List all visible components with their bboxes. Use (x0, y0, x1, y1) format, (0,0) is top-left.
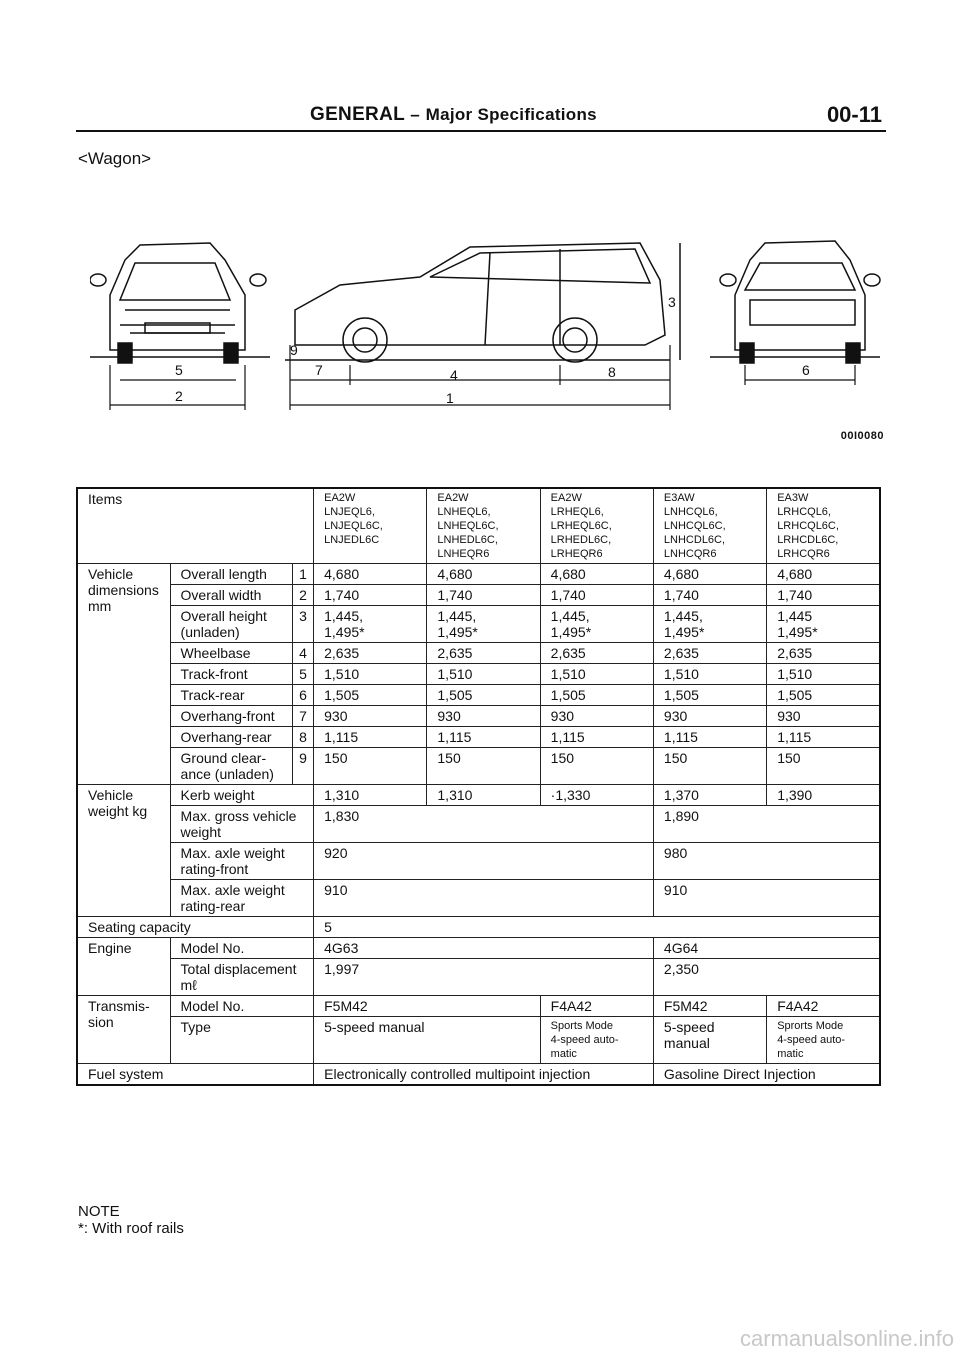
section-subtitle: Major Specifications (425, 105, 597, 124)
model-col-2: EA2W LNHEQL6, LNHEQL6C, LNHEDL6C, LNHEQR6 (427, 488, 540, 564)
table-row (77, 917, 880, 938)
table-row (77, 996, 880, 1017)
dimension-group-label: Vehicle dimensions mm (77, 564, 170, 785)
dim-row-value: 4,680 (540, 564, 653, 585)
table-row (77, 1064, 880, 1086)
watermark: carmanualsonline.info (739, 1326, 954, 1351)
note-text: *: With roof rails (78, 1220, 184, 1237)
dim-row-value: 1,740 (653, 585, 766, 606)
axle-front-value-a: 920 (314, 843, 654, 880)
table-row (77, 664, 880, 685)
dim-row-value: 1,505 (540, 685, 653, 706)
dim-row-value: 1,510 (427, 664, 540, 685)
dim-row-value: 1,445 1,495* (767, 606, 880, 643)
axle-front-label: Max. axle weight rating-front (170, 843, 314, 880)
axle-rear-label: Max. axle weight rating-rear (170, 880, 314, 917)
trans-type-2: Sports Mode 4-speed auto- matic (540, 1017, 653, 1064)
table-row (77, 1017, 880, 1064)
gross-value-a: 1,830 (314, 806, 654, 843)
dim-row-value: 2,635 (767, 643, 880, 664)
kerb-value-2: 1,310 (427, 785, 540, 806)
axle-front-value-b: 980 (653, 843, 880, 880)
dim-row-value: 150 (314, 748, 427, 785)
dim-row-label: Wheelbase (170, 643, 292, 664)
engine-model-b: 4G64 (653, 938, 880, 959)
dim-label-1: 1 (446, 390, 454, 406)
table-row (77, 938, 880, 959)
trans-type-1: 5-speed manual (314, 1017, 541, 1064)
dim-row-value: 2,635 (314, 643, 427, 664)
dimension-rows (77, 564, 880, 785)
dim-row-value: 1,115 (767, 727, 880, 748)
trans-model-3: F5M42 (653, 996, 766, 1017)
front-view-drawing (90, 243, 270, 363)
dim-row-value: 4,680 (767, 564, 880, 585)
dim-row-value: 1,445, 1,495* (653, 606, 766, 643)
table-row (77, 959, 880, 996)
dim-row-number: 9 (292, 748, 313, 785)
table-row (77, 727, 880, 748)
dim-row-value: 150 (767, 748, 880, 785)
page-number: 00-11 (826, 102, 882, 127)
kerb-label: Kerb weight (170, 785, 314, 806)
dim-label-7: 7 (315, 362, 323, 378)
page-header (0, 100, 960, 140)
dim-row-value: 1,115 (653, 727, 766, 748)
dim-row-value: 1,740 (767, 585, 880, 606)
dim-row-value: 4,680 (653, 564, 766, 585)
table-row (77, 843, 880, 880)
note-title: NOTE (78, 1203, 120, 1220)
weight-group-label: Vehicle weight kg (77, 785, 170, 917)
dim-row-number: 6 (292, 685, 313, 706)
trans-type-4: Sprorts Mode 4-speed auto- matic (767, 1017, 880, 1064)
kerb-value-1: 1,310 (314, 785, 427, 806)
dim-row-number: 5 (292, 664, 313, 685)
variant-label: <Wagon> (78, 149, 152, 168)
dim-row-value: 150 (540, 748, 653, 785)
table-row (77, 880, 880, 917)
dim-row-value: 2,635 (653, 643, 766, 664)
seating-value: 5 (314, 917, 880, 938)
engine-group-label: Engine (77, 938, 170, 996)
table-header-row (77, 488, 880, 564)
model-col-3: EA2W LRHEQL6, LRHEQL6C, LRHEDL6C, LRHEQR6 (540, 488, 653, 564)
dim-row-label: Ground clear- ance (unladen) (170, 748, 292, 785)
dim-row-number: 8 (292, 727, 313, 748)
dim-row-value: 1,510 (767, 664, 880, 685)
dim-row-value: 1,740 (314, 585, 427, 606)
gross-label: Max. gross vehicle weight (170, 806, 314, 843)
dim-row-value: 1,115 (314, 727, 427, 748)
trans-model-1: F5M42 (314, 996, 541, 1017)
trans-type-label: Type (170, 1017, 314, 1064)
page-title (310, 104, 597, 126)
table-row (77, 564, 880, 585)
dim-row-value: 1,740 (427, 585, 540, 606)
header-rule (76, 130, 886, 132)
dim-row-value: 1,445, 1,495* (540, 606, 653, 643)
dim-row-value: 930 (314, 706, 427, 727)
dim-label-9: 9 (290, 342, 298, 358)
displacement-label: Total displacement mℓ (170, 959, 314, 996)
note-block (78, 1203, 184, 1237)
dimension-labels (175, 294, 810, 406)
dim-row-value: 1,510 (540, 664, 653, 685)
kerb-value-5: 1,390 (767, 785, 880, 806)
dim-row-label: Track-rear (170, 685, 292, 706)
axle-rear-value-b: 910 (653, 880, 880, 917)
dim-row-value: 930 (540, 706, 653, 727)
dim-row-number: 2 (292, 585, 313, 606)
specifications-table (76, 487, 881, 1086)
displacement-a: 1,997 (314, 959, 654, 996)
kerb-value-4: 1,370 (653, 785, 766, 806)
title-dash: – (410, 105, 421, 124)
dim-row-value: 1,505 (653, 685, 766, 706)
dim-row-value: 1,510 (653, 664, 766, 685)
seating-label: Seating capacity (77, 917, 314, 938)
table-row (77, 643, 880, 664)
trans-model-label: Model No. (170, 996, 314, 1017)
dim-row-value: 1,115 (540, 727, 653, 748)
dim-row-value: 1,510 (314, 664, 427, 685)
table-row (77, 706, 880, 727)
kerb-value-3: ·1,330 (540, 785, 653, 806)
dim-row-value: 4,680 (427, 564, 540, 585)
dim-row-value: 4,680 (314, 564, 427, 585)
dim-row-label: Overhang-front (170, 706, 292, 727)
rear-view-drawing (710, 241, 880, 363)
dim-row-value: 150 (427, 748, 540, 785)
section-name: GENERAL (310, 104, 405, 125)
trans-model-2: F4A42 (540, 996, 653, 1017)
model-col-5: EA3W LRHCQL6, LRHCQL6C, LRHCDL6C, LRHCQR6 (767, 488, 880, 564)
dim-row-number: 3 (292, 606, 313, 643)
displacement-b: 2,350 (653, 959, 880, 996)
engine-model-label: Model No. (170, 938, 314, 959)
dim-row-value: 1,740 (540, 585, 653, 606)
dim-row-value: 1,505 (427, 685, 540, 706)
dim-row-value: 1,445, 1,495* (314, 606, 427, 643)
engine-model-a: 4G63 (314, 938, 654, 959)
table-row (77, 685, 880, 706)
trans-group-label: Transmis- sion (77, 996, 170, 1064)
dim-row-number: 4 (292, 643, 313, 664)
dim-label-8: 8 (608, 364, 616, 380)
dim-row-label: Overhang-rear (170, 727, 292, 748)
model-col-1: EA2W LNJEQL6, LNJEQL6C, LNJEDL6C (314, 488, 427, 564)
dim-row-label: Track-front (170, 664, 292, 685)
fuel-label: Fuel system (77, 1064, 314, 1086)
table-row (77, 806, 880, 843)
dim-row-number: 7 (292, 706, 313, 727)
items-header: Items (77, 488, 314, 564)
dim-row-value: 930 (653, 706, 766, 727)
axle-rear-value-a: 910 (314, 880, 654, 917)
dim-label-6: 6 (802, 362, 810, 378)
dim-row-value: 150 (653, 748, 766, 785)
dim-row-value: 2,635 (427, 643, 540, 664)
model-col-4: E3AW LNHCQL6, LNHCQL6C, LNHCDL6C, LNHCQR6 (653, 488, 766, 564)
table-row (77, 585, 880, 606)
dim-label-4: 4 (450, 367, 458, 383)
dim-row-label: Overall width (170, 585, 292, 606)
trans-type-3: 5-speed manual (653, 1017, 766, 1064)
vehicle-dimension-figure (90, 225, 890, 425)
fuel-value-a: Electronically controlled multipoint injection (314, 1064, 654, 1086)
dim-row-label: Overall height (unladen) (170, 606, 292, 643)
dim-row-value: 930 (427, 706, 540, 727)
dim-row-value: 930 (767, 706, 880, 727)
trans-model-4: F4A42 (767, 996, 880, 1017)
dim-row-value: 2,635 (540, 643, 653, 664)
dim-row-value: 1,505 (314, 685, 427, 706)
dim-row-number: 1 (292, 564, 313, 585)
fuel-value-b: Gasoline Direct Injection (653, 1064, 880, 1086)
dim-row-value: 1,445, 1,495* (427, 606, 540, 643)
dim-label-2: 2 (175, 388, 183, 404)
dim-row-label: Overall length (170, 564, 292, 585)
dim-row-value: 1,505 (767, 685, 880, 706)
side-view-drawing (285, 243, 680, 362)
gross-value-b: 1,890 (653, 806, 880, 843)
dim-label-3: 3 (668, 294, 676, 310)
dim-label-5: 5 (175, 362, 183, 378)
table-row (77, 606, 880, 643)
dim-row-value: 1,115 (427, 727, 540, 748)
table-row (77, 785, 880, 806)
figure-code: 00I0080 (840, 430, 884, 442)
table-row (77, 748, 880, 785)
